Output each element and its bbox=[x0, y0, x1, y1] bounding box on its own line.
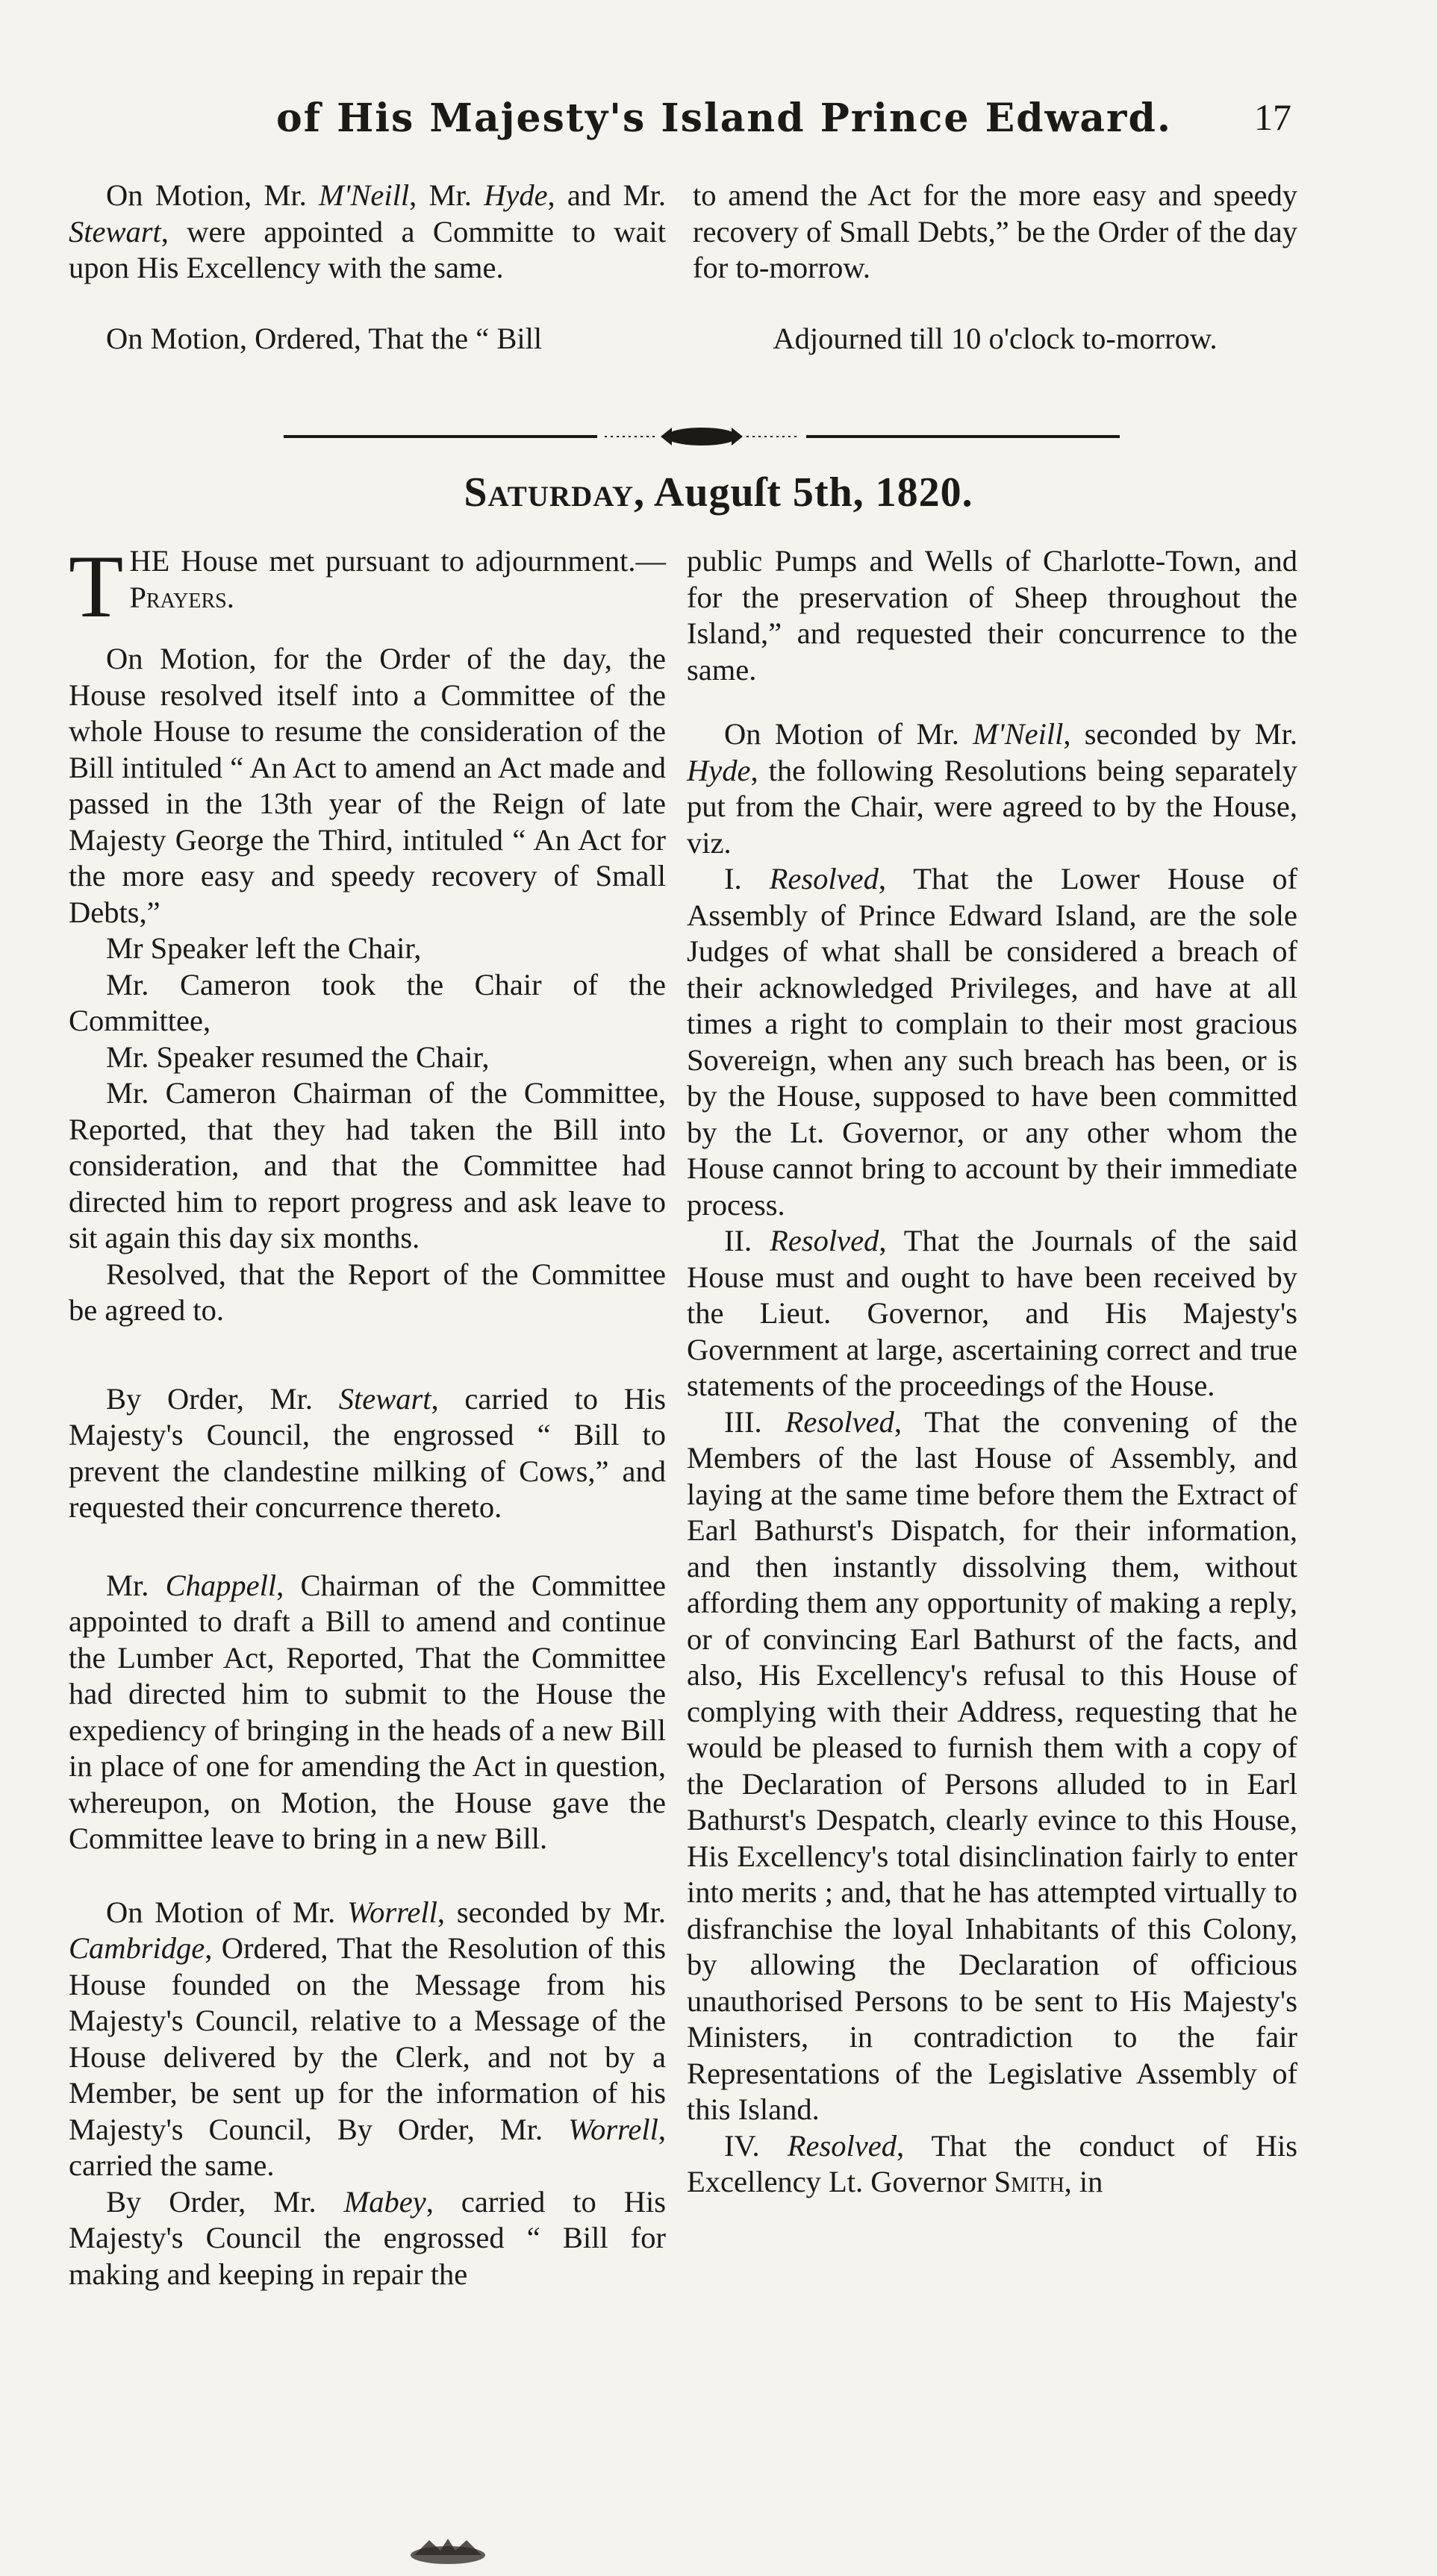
resolution-four bbox=[687, 2128, 1297, 2201]
text-run: On Motion, Mr. bbox=[106, 178, 319, 212]
member-name: Mabey bbox=[343, 2184, 426, 2219]
text-run: , That the convening of the Members of the last House of Assembly, and laying at the same time before them the Extract of Earl Bathurst's Dispatch, for their information, and then instantly dissolving them, without affording them any opportunity of making a reply, or of convincing Earl Bathurst of the facts, and also, His Excellency's refusal to this House of complying with their Address, requesting that he would be pleased to furnish them with a copy of the Declaration of Persons alluded to in Earl Bathurst's Despatch, clearly evince to this House, His Excellency's total disinclination fairly to enter into merits ; and, that he has attempted virtually to disfranchise the loyal Inhabitants of this Colony, by allowing the Declaration of officious unauthorised Persons to be sent to His Majesty's Ministers, in contradiction to the fair Representations of the Legislative Assembly of this Island. bbox=[687, 1404, 1297, 2126]
text-run: , seconded by Mr. bbox=[437, 1895, 667, 1929]
member-name: M'Neill bbox=[318, 178, 410, 212]
mabey-council-paragraph bbox=[69, 2184, 666, 2293]
resolved-report-paragraph: Resolved, that the Report of the Committee be agreed to. bbox=[69, 1257, 666, 1327]
page-header bbox=[276, 96, 1291, 163]
worrell-motion-paragraph bbox=[69, 1895, 666, 2184]
resolved-word: Resolved bbox=[787, 2128, 897, 2163]
adjourned-line: Adjourned till 10 o'clock to-morrow. bbox=[773, 321, 1218, 355]
text-run: HE House met pursuant to adjournment.— bbox=[129, 544, 666, 578]
member-name: Chappell bbox=[165, 1568, 277, 1602]
member-name: Stewart bbox=[338, 1381, 431, 1416]
member-name: M'Neill bbox=[973, 717, 1064, 751]
text-run: , the following Resolutions being separately put from the Chair, were agreed to by the House, viz. bbox=[687, 753, 1297, 860]
house-met-paragraph bbox=[69, 537, 666, 636]
right-column bbox=[687, 543, 1297, 2201]
top-right-column bbox=[693, 178, 1297, 357]
date-heading bbox=[0, 469, 1437, 516]
resolution-three bbox=[687, 1404, 1297, 2128]
member-name: Worrell bbox=[347, 1895, 437, 1929]
drop-cap: T bbox=[69, 537, 124, 636]
speaker-left-line: Mr Speaker left the Chair, bbox=[106, 931, 422, 965]
chappell-report-paragraph bbox=[69, 1568, 666, 1857]
resolution-one bbox=[687, 861, 1297, 1223]
speaker-resumed-line: Mr. Speaker resumed the Chair, bbox=[106, 1040, 490, 1074]
resolution-number: IV. bbox=[724, 2128, 788, 2163]
mneill-motion-paragraph bbox=[687, 716, 1297, 861]
text-run: , were appointed a Committe to wait upon His Excellency with the same. bbox=[69, 214, 666, 284]
motion-ordered-paragraph: On Motion, Ordered, That the “ Bill bbox=[106, 321, 543, 355]
member-name: Hyde bbox=[484, 178, 548, 212]
text-run: By Order, Mr. bbox=[106, 2184, 344, 2219]
text-run: , in bbox=[1064, 2165, 1103, 2198]
resolved-word: Resolved bbox=[769, 862, 879, 895]
text-run: By Order, Mr. bbox=[106, 1381, 339, 1416]
text-run: , That the Journals of the said House must and ought to have been received by the Lieut. Governor, and His Majesty's Government at large, ascertaining correct and true statements of the proceedings of the House. bbox=[687, 1224, 1297, 1402]
pumps-wells-paragraph: public Pumps and Wells of Charlotte-Town, and for the preservation of Sheep throughout the Island,” and requested their concurrence to the same. bbox=[687, 544, 1297, 687]
text-run: , carried the same. bbox=[69, 2112, 666, 2182]
footer-ornament bbox=[407, 2536, 489, 2566]
top-left-column bbox=[69, 178, 666, 357]
text-run: , That the conduct of His Excellency Lt. Governor bbox=[687, 2128, 1298, 2198]
page-number: 17 bbox=[1254, 96, 1291, 138]
text-run: On Motion of Mr. bbox=[106, 1895, 348, 1929]
text-run: On Motion of Mr. bbox=[724, 717, 973, 751]
resolution-two bbox=[687, 1223, 1297, 1404]
prayers-word: Prayers bbox=[129, 580, 227, 614]
stewart-council-paragraph bbox=[69, 1381, 666, 1526]
ornamental-divider bbox=[284, 422, 1120, 451]
text-run: , carried to His Majesty's Council the engrossed “ Bill for making and keeping in repair the bbox=[69, 2184, 667, 2291]
date-text: , Auguſt 5th, 1820. bbox=[634, 469, 973, 516]
member-name: Hyde bbox=[687, 753, 751, 787]
bill-continuation-paragraph: to amend the Act for the more easy and speedy recovery of Small Debts,” be the Order of the day for to-morrow. bbox=[693, 178, 1297, 284]
left-column bbox=[69, 537, 667, 2292]
text-run: , carried to His Majesty's Council, the engrossed “ Bill to prevent the clandestine milking of Cows,” and requested their concurrence thereto. bbox=[69, 1381, 667, 1524]
member-name: Stewart bbox=[69, 214, 161, 248]
text-run: , seconded by Mr. bbox=[1063, 717, 1298, 751]
text-run: , and Mr. bbox=[547, 178, 666, 212]
text-run: , That the Lower House of Assembly of Prince Edward Island, are the sole Judges of what shall be considered a breach of their acknowledged Privileges, and have at all times a right to complain to their most gracious Sovereign, when any such breach has been, or is by the House, supposed to have been committed by the Lt. Governor, or any other whom the House cannot bring to account by their immediate process. bbox=[687, 862, 1297, 1222]
cameron-report-paragraph: Mr. Cameron Chairman of the Committee, Reported, that they had taken the Bill into consideration, and that the Committee had directed him to report progress and ask leave to sit again this day six months. bbox=[69, 1076, 666, 1254]
text-run: , Chairman of the Committee appointed to draft a Bill to amend and continue the Lumber Act, Reported, That the Committee had directed him to submit to the House the expediency of bringing in the heads of a new Bill in place of one for amending the Act in question, whereupon, on Motion, the House gave the Committee leave to bring in a new Bill. bbox=[69, 1568, 666, 1855]
member-name: Worrell bbox=[568, 2112, 658, 2146]
member-name: Cambridge bbox=[69, 1931, 205, 1965]
resolved-word: Resolved bbox=[785, 1404, 894, 1439]
order-of-day-paragraph: On Motion, for the Order of the day, the House resolved itself into a Committee of the whole House to resume the consideration of the Bill intituled “ An Act to amend an Act made and passed in the 13th year of the Reign of late Majesty George the Third, intituled “ An Act for the more easy and speedy recovery of Small Debts,” bbox=[69, 642, 666, 929]
resolution-number: II. bbox=[724, 1224, 770, 1257]
resolution-number: I. bbox=[724, 862, 770, 895]
running-title: of His Majesty's Island Prince Edward. bbox=[276, 96, 1172, 141]
text-run: . bbox=[226, 580, 234, 614]
resolution-number: III. bbox=[724, 1404, 785, 1439]
day-name: Saturday bbox=[464, 469, 635, 516]
motion-committee-paragraph bbox=[69, 178, 666, 287]
text-run: , Ordered, That the Resolution of this House founded on the Message from his Majesty's Council, relative to a Message of the House delivered by the Clerk, and not by a Member, be sent up for the information of his Majesty's Council, By Order, Mr. bbox=[69, 1931, 666, 2146]
governor-name: Smith bbox=[994, 2165, 1064, 2198]
cameron-chair-line: Mr. Cameron took the Chair of the Committee, bbox=[69, 967, 666, 1037]
resolved-word: Resolved bbox=[770, 1224, 879, 1257]
text-run: , Mr. bbox=[409, 178, 484, 212]
text-run: Mr. bbox=[106, 1568, 166, 1602]
